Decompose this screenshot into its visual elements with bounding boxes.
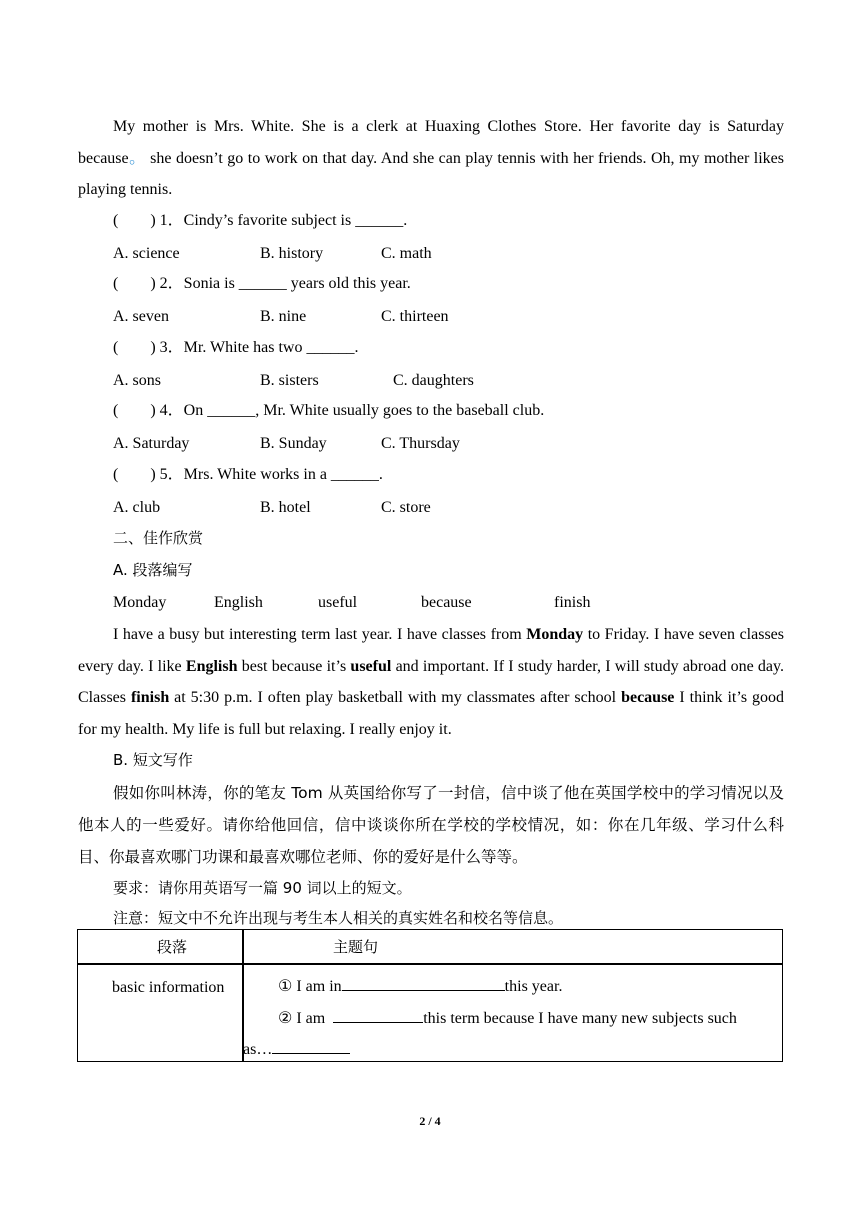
question-number: 2． xyxy=(159,275,184,292)
requirement-text: 要求：请你用英语写一篇 90 词以上的短文。 xyxy=(113,879,412,897)
notice-text: 注意：短文中不允许出现与考生本人相关的真实姓名和校名等信息。 xyxy=(113,909,564,927)
option-a: A. seven xyxy=(113,308,169,325)
question-stem: Cindy’s favorite subject is ______. xyxy=(183,212,408,229)
answer-bracket: ( ) xyxy=(113,212,156,229)
option-c: C. daughters xyxy=(393,372,474,389)
option-a: A. sons xyxy=(113,372,162,389)
topic-line-3 xyxy=(243,1039,350,1060)
option-a: A. club xyxy=(113,499,161,516)
question-stem: On ______, Mr. White usually goes to the baseball club. xyxy=(183,402,545,419)
passage-text-2: she doesn’t go to work on that day. And she can play tennis with her friends. Oh, my mother likes playing tennis. xyxy=(78,149,784,198)
fill-blank[interactable] xyxy=(342,976,505,991)
column-header-paragraph: 段落 xyxy=(157,938,188,956)
option-c: C. math xyxy=(381,245,432,262)
page-number: 2 / 4 xyxy=(419,1114,441,1128)
essay-text: at 5:30 p.m. I often play basketball with my classmates after school xyxy=(169,689,622,706)
question-number: 1． xyxy=(159,212,184,229)
fill-blank[interactable] xyxy=(272,1039,350,1054)
question-number: 5． xyxy=(159,466,184,483)
question-4 xyxy=(113,401,544,421)
passage-paragraph xyxy=(78,111,784,206)
option-a: A. Saturday xyxy=(113,435,190,452)
essay-text: I think it’s good for my health. My life is full but relaxing. I really enjoy it. xyxy=(78,689,785,738)
fill-blank[interactable] xyxy=(333,1008,423,1023)
bold-keyword: because xyxy=(621,689,675,706)
word-bank-item: because xyxy=(421,594,472,611)
question-number: 3． xyxy=(159,339,184,356)
topic-text: as… xyxy=(243,1041,273,1058)
word-bank-item: finish xyxy=(554,594,591,611)
answer-bracket: ( ) xyxy=(113,339,156,356)
question-1 xyxy=(113,211,407,231)
bold-keyword: finish xyxy=(130,689,170,706)
word-bank-item: Monday xyxy=(113,594,167,611)
option-b: B. hotel xyxy=(260,499,311,516)
passage-text-1: My mother is Mrs. White. She is a clerk at Huaxing Clothes Store. Her favorite day is Saturday because xyxy=(78,118,784,167)
passage-punct: 。 xyxy=(128,149,146,167)
essay-text: I have a busy but interesting term last year. I have classes from xyxy=(113,626,527,643)
part-a-heading: A. 段落编写 xyxy=(113,561,193,579)
word-bank-item: English xyxy=(214,594,263,611)
question-3 xyxy=(113,338,358,358)
option-a: A. science xyxy=(113,245,180,262)
question-number: 4． xyxy=(159,402,184,419)
model-essay xyxy=(78,619,784,745)
bold-keyword: useful xyxy=(350,657,392,675)
column-header-topic-sentence: 主题句 xyxy=(333,938,379,956)
option-c: C. store xyxy=(381,499,431,516)
option-b: B. sisters xyxy=(260,372,319,389)
writing-prompt: 假如你叫林涛，你的笔友 Tom 从英国给你写了一封信，信中谈了他在英国学校中的学习情况以及他本人的一些爱好。请你给他回信，信中谈谈你所在学校的学校情况，如：你在几年级、学习什么科目、你最喜欢哪门功课和最喜欢哪位老师、你的爱好是什么等等。 xyxy=(78,784,784,866)
topic-line-1 xyxy=(278,976,562,997)
bold-keyword: Monday xyxy=(526,626,584,643)
row-label-basic-information: basic information xyxy=(112,979,225,996)
topic-text: this year. xyxy=(504,978,563,995)
option-b: B. history xyxy=(260,245,324,262)
topic-line-2 xyxy=(278,1008,737,1029)
essay-text: to Friday. I have seven classes every day. I like xyxy=(78,626,785,675)
word-bank-item: useful xyxy=(318,594,358,611)
answer-bracket: ( ) xyxy=(113,466,156,483)
essay-text: best because it’s xyxy=(237,657,351,675)
option-b: B. nine xyxy=(260,308,307,325)
question-stem: Sonia is ______ years old this year. xyxy=(183,275,411,292)
option-c: C. thirteen xyxy=(381,308,449,325)
question-stem: Mrs. White works in a ______. xyxy=(183,466,383,483)
option-c: C. Thursday xyxy=(381,435,460,452)
part-b-heading: B. 短文写作 xyxy=(113,751,193,769)
question-2 xyxy=(113,274,411,294)
answer-bracket: ( ) xyxy=(113,402,156,419)
section-heading: 二、佳作欣赏 xyxy=(113,529,204,547)
essay-text: and important. If I study harder, I will study abroad one day. Classes xyxy=(78,657,784,706)
question-5 xyxy=(113,465,383,485)
option-b: B. Sunday xyxy=(260,435,327,452)
topic-text: ① I am in xyxy=(278,978,342,995)
topic-text: ② I am xyxy=(278,1010,326,1027)
topic-text: this term because I have many new subjects such xyxy=(423,1010,737,1027)
question-stem: Mr. White has two ______. xyxy=(183,339,359,356)
bold-keyword: English xyxy=(185,657,238,675)
outline-table xyxy=(77,929,783,1062)
answer-bracket: ( ) xyxy=(113,275,156,292)
